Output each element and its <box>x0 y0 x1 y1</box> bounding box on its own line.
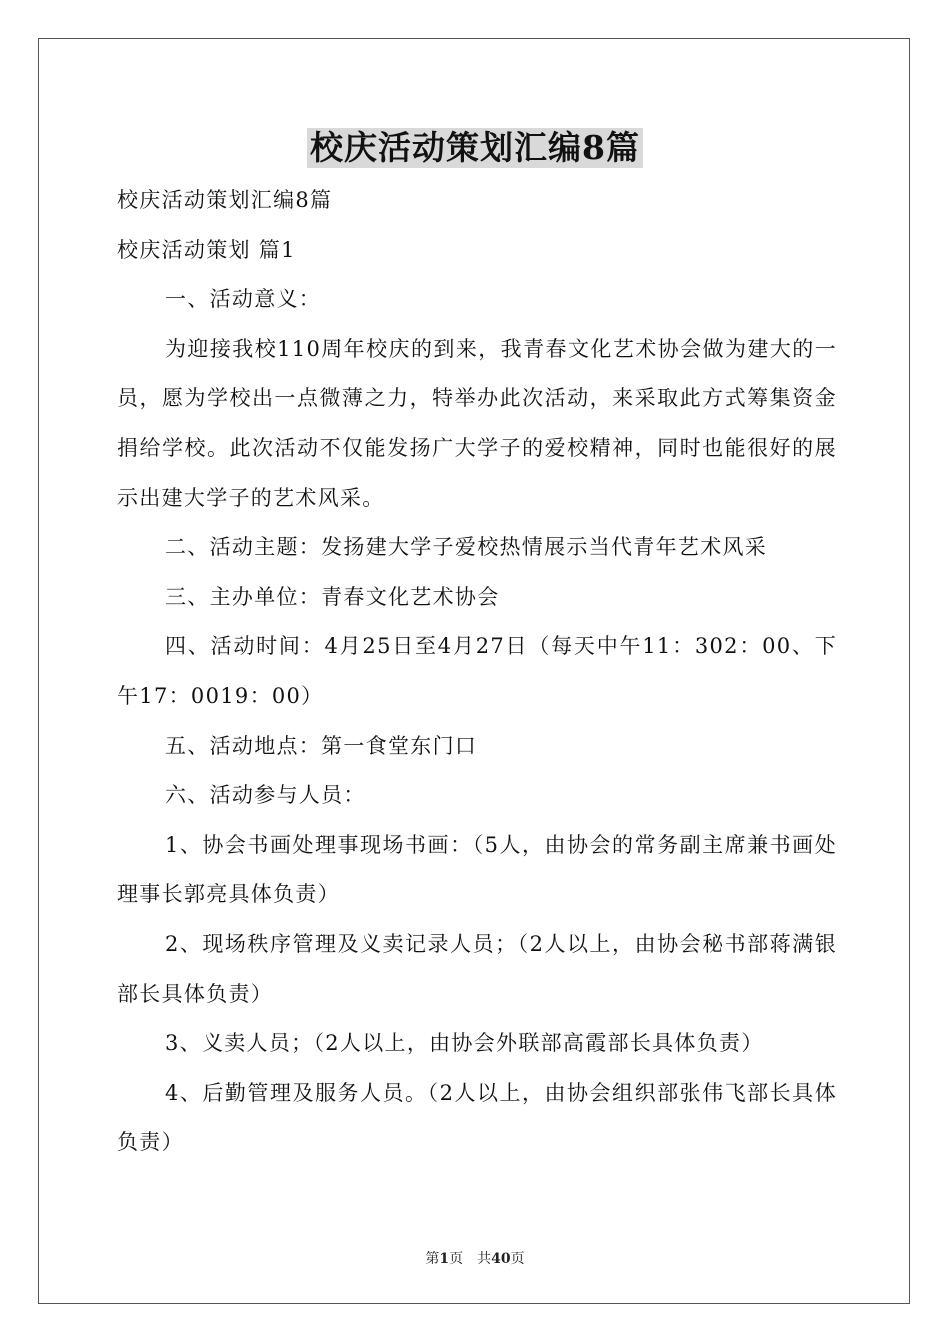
footer-page-mid: 页 共 <box>449 1251 492 1267</box>
paragraph-participants-heading: 六、活动参与人员： <box>165 783 366 808</box>
footer-page-prefix: 第 <box>425 1251 440 1267</box>
section-heading: 校庆活动策划 篇1 <box>117 237 296 262</box>
paragraph-organizer: 三、主办单位：青春文化艺术协会 <box>165 584 500 609</box>
footer-total-pages: 40 <box>491 1251 511 1267</box>
document-title: 校庆活动策划汇编8篇 <box>307 128 643 168</box>
paragraph-significance-heading: 一、活动意义： <box>165 287 322 312</box>
document-body <box>117 176 837 1168</box>
page-footer <box>0 1248 950 1268</box>
paragraph-time: 四、活动时间：4月25日至4月27日（每天中午11：302：00、下午17：0019：00） <box>117 634 837 708</box>
paragraph-participant-2: 2、现场秩序管理及义卖记录人员；（2人以上，由协会秘书部蒋满银部长具体负责） <box>117 931 837 1006</box>
footer-current-page: 1 <box>439 1251 450 1267</box>
title-container <box>0 128 950 168</box>
paragraph-theme: 二、活动主题：发扬建大学子爱校热情展示当代青年艺术风采 <box>165 535 768 560</box>
paragraph-participant-4: 4、后勤管理及服务人员。（2人以上，由协会组织部张伟飞部长具体负责） <box>117 1080 837 1155</box>
paragraph-significance-body: 为迎接我校110周年校庆的到来，我青春文化艺术协会做为建大的一员，愿为学校出一点微薄之力，特举办此次活动，来采取此方式筹集资金捐给学校。此次活动不仅能发扬广大学子的爱校精神，同时也能很好的展示出建大学子的艺术风采。 <box>117 336 837 510</box>
paragraph-participant-3: 3、义卖人员；（2人以上，由协会外联部高霞部长具体负责） <box>165 1031 764 1056</box>
paragraph-participant-1: 1、协会书画处理事现场书画：（5人，由协会的常务副主席兼书画处理事长郭亮具体负责） <box>117 832 837 907</box>
subtitle-line: 校庆活动策划汇编8篇 <box>117 188 333 212</box>
paragraph-location: 五、活动地点：第一食堂东门口 <box>165 733 478 758</box>
footer-page-suffix: 页 <box>510 1251 525 1267</box>
